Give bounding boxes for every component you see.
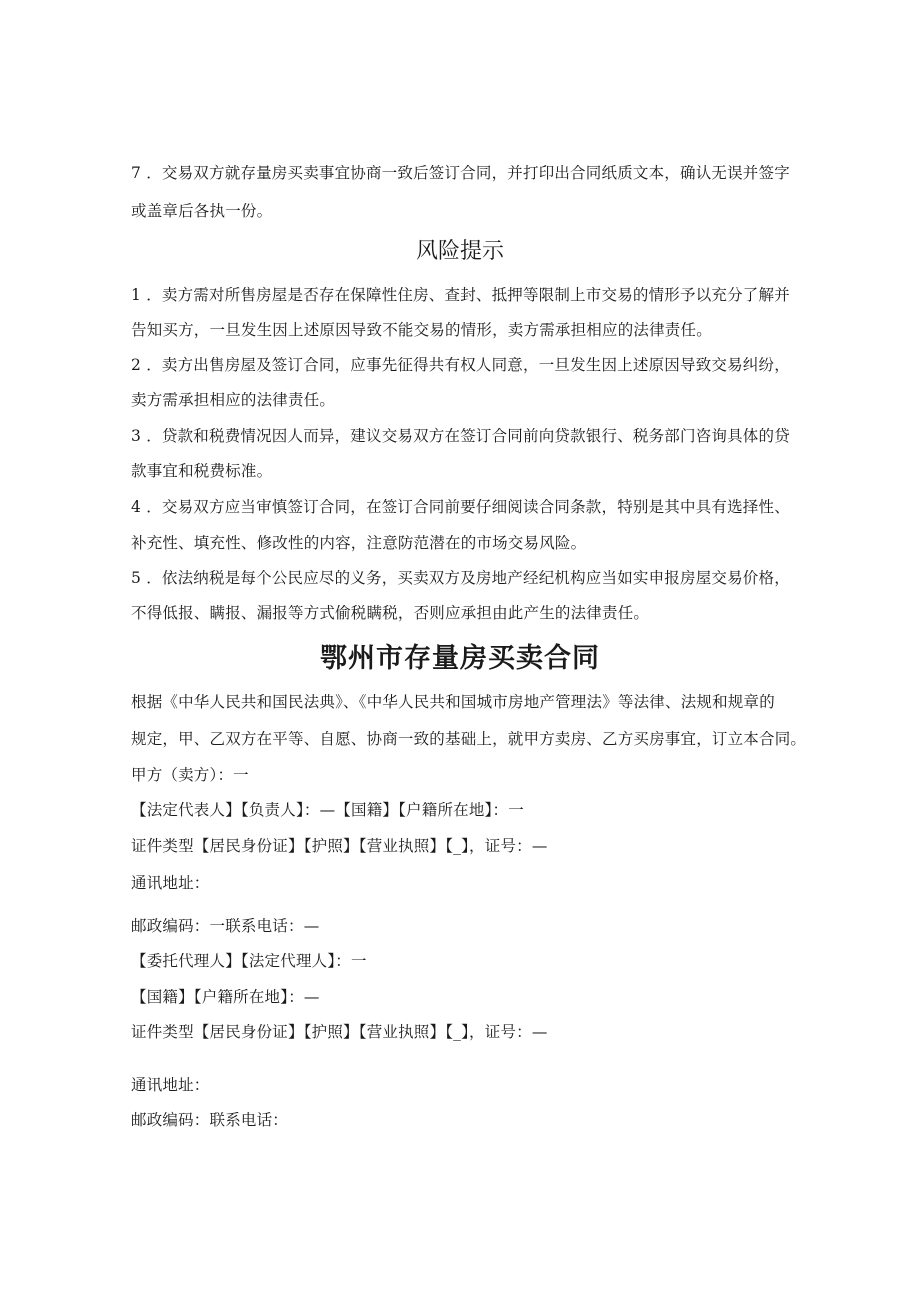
risk-item-2-line-1: 2 ．卖方出售房屋及签订合同，应事先征得共有权人同意，一旦发生因上述原因导致交易纠纷， bbox=[131, 356, 790, 374]
address-line-1: 通讯地址： bbox=[131, 874, 210, 892]
risk-item-2-line-2: 卖方需承担相应的法律责任。 bbox=[131, 391, 336, 409]
agent-line: 【委托代理人】【法定代理人】：一 bbox=[131, 952, 367, 970]
risk-title: 风险提示 bbox=[415, 239, 504, 264]
contract-intro-line-1: 根据《中华人民共和国民法典》、《中华人民共和国城市房地产管理法》等法律、法规和规章的 bbox=[131, 693, 775, 711]
risk-item-4-line-1: 4 ．交易双方应当审慎签订合同，在签订合同前要仔细阅读合同条款，特别是其中具有选择性、 bbox=[131, 498, 790, 516]
risk-item-4-line-2: 补充性、填充性、修改性的内容，注意防范潜在的市场交易风险。 bbox=[131, 534, 587, 552]
nationality-line: 【国籍】【户籍所在地】：— bbox=[131, 988, 320, 1006]
id-type-line-2: 证件类型【居民身份证】【护照】【营业执照】【_】，证号：— bbox=[131, 1023, 548, 1041]
legal-rep-line: 【法定代表人】【负责人】：—【国籍】【户籍所在地】：一 bbox=[131, 801, 524, 819]
risk-item-3-line-2: 款事宜和税费标准。 bbox=[131, 462, 273, 480]
clause-7-line-2: 或盖章后各执一份。 bbox=[131, 202, 273, 220]
contract-intro-line-2: 规定，甲、乙双方在平等、自愿、协商一致的基础上，就甲方卖房、乙方买房事宜，订立本合同。 bbox=[131, 730, 807, 748]
postal-phone-line-2: 邮政编码：联系电话： bbox=[131, 1111, 289, 1129]
party-a-line: 甲方（卖方）：一 bbox=[131, 766, 249, 784]
contract-title: 鄂州市存量房买卖合同 bbox=[320, 643, 600, 674]
id-type-line-1: 证件类型【居民身份证】【护照】【营业执照】【_】，证号：— bbox=[131, 837, 548, 855]
address-line-2: 通讯地址： bbox=[131, 1076, 210, 1094]
clause-7-line-1: 7 ．交易双方就存量房买卖事宜协商一致后签订合同，并打印出合同纸质文本，确认无误并签字 bbox=[131, 164, 790, 182]
risk-item-5-line-1: 5 ．依法纳税是每个公民应尽的义务，买卖双方及房地产经纪机构应当如实申报房屋交易价格， bbox=[131, 569, 790, 587]
postal-phone-line-1: 邮政编码：一联系电话：— bbox=[131, 917, 320, 935]
risk-item-1-line-1: 1 ．卖方需对所售房屋是否存在保障性住房、查封、抵押等限制上市交易的情形予以充分了解并 bbox=[131, 286, 790, 304]
risk-item-3-line-1: 3 ．贷款和税费情况因人而异，建议交易双方在签订合同前向贷款银行、税务部门咨询具体的贷 bbox=[131, 427, 790, 445]
risk-item-1-line-2: 告知买方，一旦发生因上述原因导致不能交易的情形，卖方需承担相应的法律责任。 bbox=[131, 321, 712, 339]
risk-item-5-line-2: 不得低报、瞒报、漏报等方式偷税瞒税，否则应承担由此产生的法律责任。 bbox=[131, 604, 650, 622]
